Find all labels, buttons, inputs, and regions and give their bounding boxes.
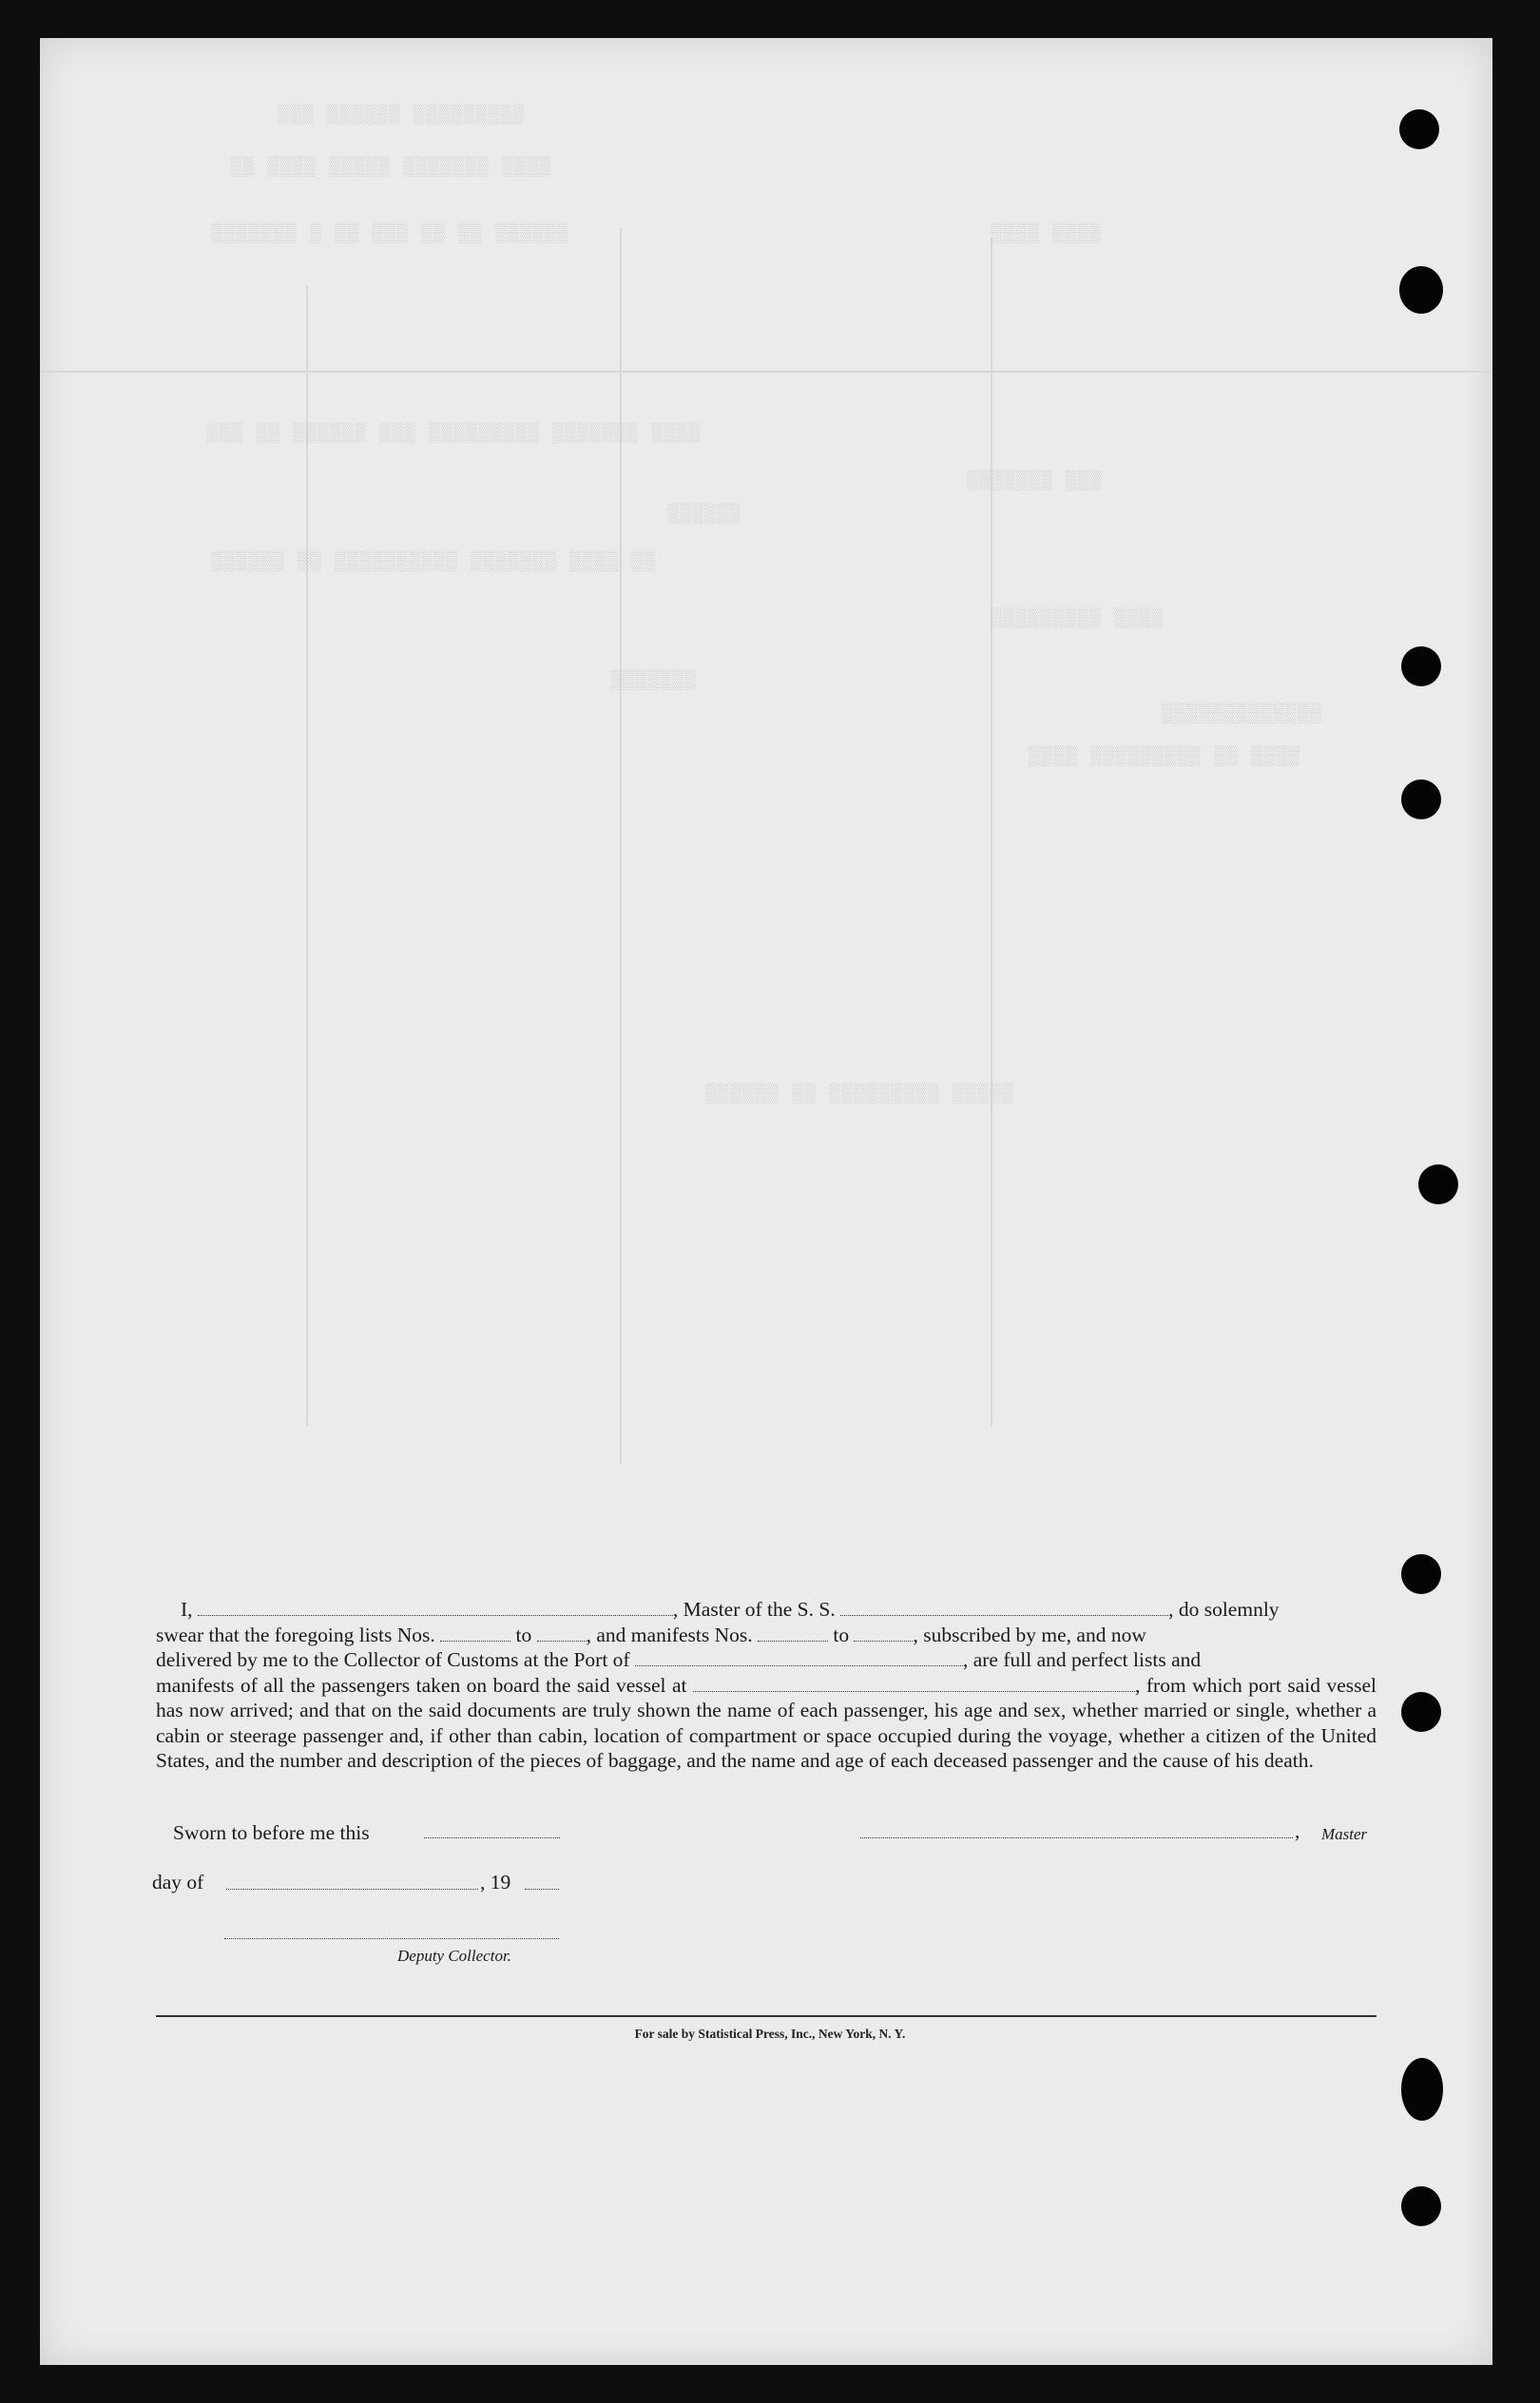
- punch-hole: [1401, 646, 1441, 686]
- oath-body: port said vessel has now arrived; and that on the said documents are truly shown the name of each passenger, his age and sex, whether married or single, whether a cabin or steerage passenger and, if other than cabin, location of compartment or space occupied during the voyage, whether a citizen of the United States, and the number and description of the pieces of baggage, and the name and age of each deceased passenger and the cause of his death.: [156, 1673, 1377, 1772]
- oath-and-manifests: , and manifests Nos.: [586, 1623, 753, 1646]
- master-signature-comma: ,: [1295, 1819, 1300, 1842]
- deputy-collector-label: Deputy Collector.: [397, 1947, 511, 1965]
- punch-hole: [1401, 2186, 1441, 2226]
- month-blank[interactable]: [226, 1888, 478, 1890]
- port-of-embarkation-blank[interactable]: [693, 1690, 1135, 1692]
- punch-hole: [1418, 1164, 1458, 1204]
- punch-hole: [1399, 266, 1443, 314]
- bleed-through-line: [306, 285, 308, 1426]
- manifests-from-blank[interactable]: [758, 1640, 828, 1642]
- sworn-day-blank[interactable]: [424, 1836, 560, 1838]
- master-name-blank[interactable]: [198, 1614, 673, 1616]
- printer-imprint: For sale by Statistical Press, Inc., New York, N. Y.: [634, 2027, 906, 2041]
- bleed-through-text: ▒▒▒ ▒▒ ▒▒▒▒▒▒ ▒▒▒ ▒▒▒▒▒▒▒▒▒ ▒▒▒▒▒▒▒ ▒▒▒▒: [206, 423, 702, 445]
- bleed-through-text: ▒▒▒ ▒▒▒▒▒▒ ▒▒▒▒▒▒▒▒▒: [278, 105, 526, 126]
- oath-to-1: to: [515, 1623, 532, 1646]
- bleed-through-text: ▒▒▒▒▒▒▒▒▒ ▒▒▒▒: [991, 608, 1165, 630]
- oath-solemnly: , do solemnly: [1168, 1598, 1280, 1621]
- oath-are-full: , are full and perfect lists and: [962, 1648, 1202, 1671]
- master-signature-blank[interactable]: [860, 1836, 1293, 1838]
- bleed-through-text: ▒▒ ▒▒▒▒ ▒▒▒▒▒ ▒▒▒▒▒▒▒ ▒▒▒▒: [230, 157, 552, 179]
- bleed-through-line: [620, 228, 622, 1464]
- bleed-through-text: ▒▒▒▒▒▒▒ ▒ ▒▒ ▒▒▒ ▒▒ ▒▒ ▒▒▒▒▒▒: [211, 223, 570, 245]
- sworn-to-label: Sworn to before me this: [173, 1821, 370, 1844]
- bleed-through-text: ▒▒▒▒▒▒ ▒▒ ▒▒▒▒▒▒▒▒▒ ▒▒▒▒▒: [705, 1084, 1015, 1105]
- oath-manifests: manifests of all the passengers taken on board the said vessel at: [156, 1673, 687, 1697]
- punch-hole: [1401, 1692, 1441, 1732]
- master-oath-paragraph: [156, 1597, 1376, 1774]
- year-label: , 19: [480, 1871, 511, 1894]
- bleed-through-text: ▒▒▒▒ ▒▒▒▒: [991, 223, 1103, 245]
- year-blank[interactable]: [525, 1888, 559, 1890]
- port-of-arrival-blank[interactable]: [635, 1664, 963, 1666]
- punch-hole: [1399, 109, 1439, 149]
- bleed-through-line: [991, 238, 992, 1426]
- manifests-to-blank[interactable]: [854, 1640, 913, 1642]
- lists-from-blank[interactable]: [440, 1640, 510, 1642]
- punch-hole: [1401, 2058, 1443, 2121]
- lists-to-blank[interactable]: [537, 1640, 587, 1642]
- footer-rule: [156, 2015, 1376, 2017]
- oath-subscribed: , subscribed by me, and now: [913, 1623, 1146, 1646]
- punch-hole: [1401, 1554, 1441, 1594]
- deputy-collector-signature-blank[interactable]: [224, 1937, 559, 1939]
- oath-master-of: , Master of the S. S.: [672, 1598, 836, 1621]
- bleed-through-text: ▒▒▒▒▒▒▒▒▒▒▒▒▒: [1162, 703, 1323, 725]
- oath-delivered: delivered by me to the Collector of Customs at the Port of: [156, 1648, 630, 1671]
- punch-hole: [1401, 779, 1441, 819]
- oath-i: I,: [181, 1598, 193, 1621]
- vessel-name-blank[interactable]: [840, 1614, 1168, 1616]
- bleed-through-text: ▒▒▒▒ ▒▒▒▒▒▒▒▒▒ ▒▒ ▒▒▒▒: [1029, 746, 1301, 768]
- day-of-label: day of: [152, 1871, 204, 1894]
- oath-to-2: to: [833, 1623, 850, 1646]
- bleed-through-line: [40, 371, 1492, 373]
- oath-from-which: , from which: [1135, 1673, 1242, 1697]
- bleed-through-text: ▒▒▒▒▒▒: [667, 504, 742, 526]
- bleed-through-text: ▒▒▒▒▒▒ ▒▒ ▒▒▒▒▒▒▒▒▒▒ ▒▒▒▒▒▒▒ ▒▒▒▒ ▒▒: [211, 551, 657, 573]
- bleed-through-text: ▒▒▒▒▒▒▒: [610, 670, 698, 692]
- bleed-through-text: ▒▒▒▒▒▒▒ ▒▒▒: [967, 471, 1104, 492]
- oath-swear: swear that the foregoing lists Nos.: [156, 1623, 435, 1646]
- master-signature-label: Master: [1321, 1825, 1368, 1843]
